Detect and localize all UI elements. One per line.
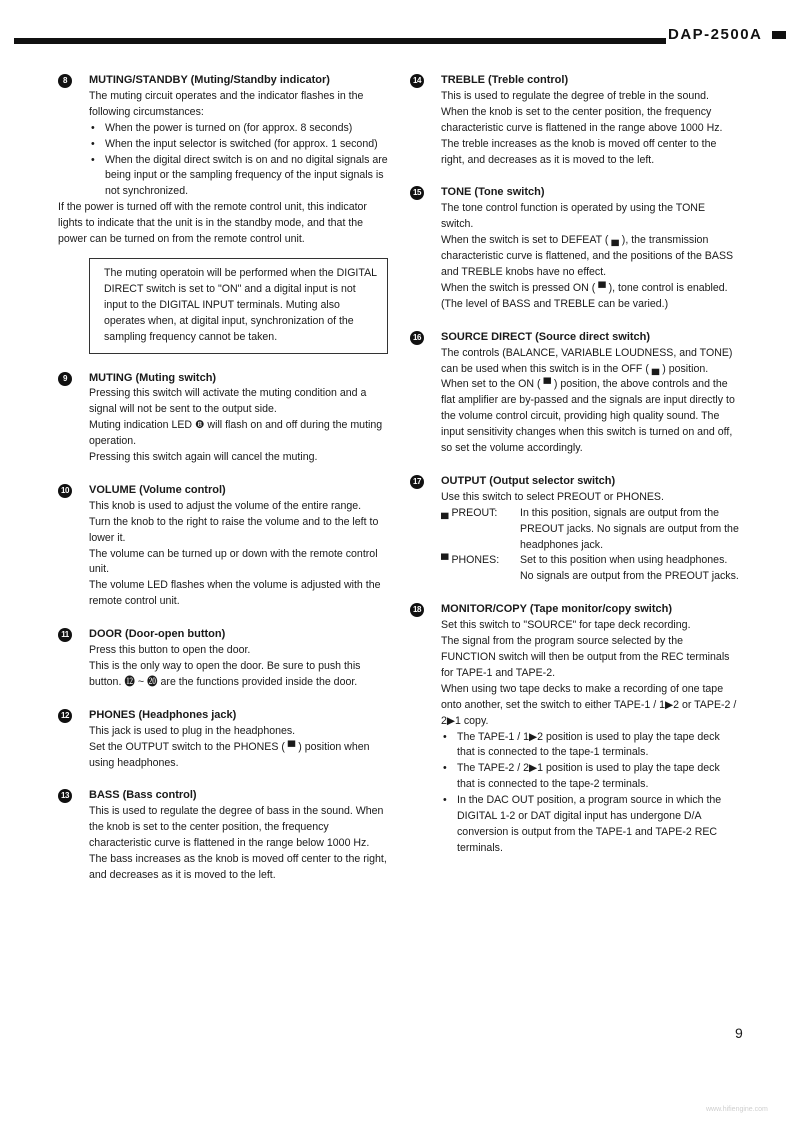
bullet-item: • In the DAC OUT position, a program source in which the DIGITAL 1-2 or DAT digital input has undergone D/A conversion is output from the TAPE-1 and TAPE-2 REC terminals.	[441, 793, 740, 857]
section-title: MUTING/STANDBY (Muting/Standby indicator)	[89, 74, 330, 86]
section-text: This is used to regulate the degree of treble in the sound.	[441, 89, 709, 102]
section-text: Muting indication LED ❽ will flash on and off during the muting operation.	[89, 419, 383, 448]
section-title: DOOR (Door-open button)	[89, 628, 226, 641]
section-text: The controls (BALANCE, VARIABLE LOUDNESS, and TONE) can be used when this switch is in the OFF ( ▄ ) position.	[441, 346, 733, 375]
section-title: TONE (Tone switch)	[441, 186, 545, 199]
section-title: MUTING (Muting switch)	[89, 371, 217, 384]
switch-position-label: ▀ PHONES:	[441, 554, 500, 567]
section-title: SOURCE DIRECT (Source direct switch)	[441, 330, 651, 343]
model-label: DAP-2500A	[668, 26, 763, 43]
page-number: 9	[735, 1025, 743, 1041]
bullet-item: • When the digital direct switch is on and no digital signals are being input or the sampling frequency of the input signals is not synchronized.	[89, 153, 388, 201]
section-text: Use this switch to select PREOUT or PHONES.	[441, 490, 664, 503]
section-number-badge: 15	[410, 186, 424, 200]
section-source-direct	[410, 330, 740, 457]
section-bass	[58, 788, 388, 883]
section-number-badge: 18	[410, 603, 424, 617]
section-volume	[58, 483, 388, 610]
left-column	[58, 73, 388, 901]
section-title: PHONES (Headphones jack)	[89, 708, 237, 721]
section-number-badge: 8	[58, 74, 72, 88]
section-text: When the knob is set to the center position, the frequency characteristic curve is flattened in the range above 1000 Hz. The treble increases as the knob is moved off center to the right, and decreases as it is moved to the left.	[441, 105, 723, 166]
section-text: The muting circuit operates and the indicator flashes in the following circumstances:	[89, 89, 364, 118]
section-number-badge: 9	[58, 372, 72, 386]
section-text: This jack is used to plug in the headphones.	[89, 724, 296, 737]
section-number-badge: 12	[58, 709, 72, 723]
section-number-badge: 14	[410, 74, 424, 88]
section-text: When the switch is set to DEFEAT ( ▄ ), the transmission characteristic curve is flattened, and the positions of the BASS and TREBLE knobs have no effect.	[441, 234, 734, 278]
switch-position-row	[441, 506, 740, 554]
section-text: Press this button to open the door.	[89, 644, 251, 657]
section-text: The signal from the program source selected by the FUNCTION switch will then be output from the REC terminals for TAPE-1 and TAPE-2.	[441, 635, 730, 679]
section-number-badge: 11	[58, 628, 72, 642]
bullet-item: • When the power is turned on (for approx. 8 seconds)	[89, 121, 388, 137]
switch-position-row	[441, 553, 740, 585]
section-text: Set the OUTPUT switch to the PHONES ( ▀ ) position when using headphones.	[89, 740, 370, 769]
section-monitor-copy	[410, 602, 740, 857]
section-text: Pressing this switch again will cancel the muting.	[89, 451, 318, 464]
section-text: When the switch is pressed ON ( ▀ ), tone control is enabled.	[441, 281, 728, 294]
section-number-badge: 10	[58, 484, 72, 498]
note-box: The muting operatoin will be performed when the DIGITAL DIRECT switch is set to "ON" and a digital input is not input to the DIGITAL INPUT terminals. Muting also operates when, at digital input, synchronization of the sampling frequency cannot be taken.	[89, 258, 388, 354]
section-title: BASS (Bass control)	[89, 789, 197, 802]
switch-position-label: ▄ PREOUT:	[441, 506, 498, 519]
section-text: The volume can be turned up or down with the remote control unit.	[89, 547, 378, 576]
bullet-item: • When the input selector is switched (for approx. 1 second)	[89, 137, 388, 153]
section-text: If the power is turned off with the remote control unit, this indicator lights to indicate that the unit is in the standby mode, and that the power can be turned on from the remote control unit.	[58, 201, 367, 246]
section-text: Pressing this switch will activate the muting condition and a signal will not be sent to the output side.	[89, 387, 367, 416]
section-output	[410, 474, 740, 585]
section-muting-standby	[58, 73, 388, 354]
section-number-badge: 16	[410, 331, 424, 345]
header-rule	[14, 38, 666, 44]
section-treble	[410, 73, 740, 168]
section-muting-switch	[58, 371, 388, 466]
section-title: VOLUME (Volume control)	[89, 483, 226, 496]
section-text: Turn the knob to the right to raise the volume and to the left to lower it.	[89, 515, 379, 544]
section-text: When set to the ON ( ▀ ) position, the above controls and the flat amplifier are by-passed and the signals are input directly to the volume control circuit, providing high quality sound. The input sensitivity changes when this switch is turned on and off, so set the volume accordingly.	[441, 378, 735, 455]
bullet-item: • The TAPE-1 / 1▶2 position is used to play the tape deck that is connected to the tape-1 terminals.	[441, 730, 740, 762]
header-rule-end	[772, 31, 786, 39]
section-text: This is used to regulate the degree of bass in the sound. When the knob is set to the center position, the frequency characteristic curve is flattened in the range below 1000 Hz. The bass increases as the knob is moved off center to the right, and decreases as it is moved to the left.	[89, 805, 387, 881]
section-number-badge: 17	[410, 475, 424, 489]
bullet-list	[441, 730, 740, 857]
bullet-item: • The TAPE-2 / 2▶1 position is used to play the tape deck that is connected to the tape-2 terminals.	[441, 761, 740, 793]
section-phones	[58, 708, 388, 772]
section-title: MONITOR/COPY (Tape monitor/copy switch)	[441, 603, 673, 616]
section-tone	[410, 185, 740, 312]
section-title: TREBLE (Treble control)	[441, 74, 569, 86]
section-text: The tone control function is operated by using the TONE switch.	[441, 202, 706, 231]
switch-position-text: In this position, signals are output from the PREOUT jacks. No signals are output from the headphones jack.	[520, 506, 739, 551]
section-text: This knob is used to adjust the volume of the entire range.	[89, 499, 362, 512]
section-text: (The level of BASS and TREBLE can be varied.)	[441, 297, 669, 310]
section-number-badge: 13	[58, 789, 72, 803]
section-text: The volume LED flashes when the volume is adjusted with the remote control unit.	[89, 579, 381, 608]
watermark: www.hifiengine.com	[706, 1106, 768, 1113]
section-title: OUTPUT (Output selector switch)	[441, 474, 616, 487]
switch-position-text: Set to this position when using headphones. No signals are output from the PREOUT jacks.	[520, 554, 739, 583]
section-text: Set this switch to "SOURCE" for tape deck recording.	[441, 619, 691, 632]
bullet-list	[89, 121, 388, 201]
section-door	[58, 627, 388, 691]
section-text: When using two tape decks to make a recording of one tape onto another, set the switch to either TAPE-1 / 1▶2 or TAPE-2 / 2▶1 copy.	[441, 682, 737, 727]
right-column	[410, 73, 740, 874]
section-text: This is the only way to open the door. Be sure to push this button. ⓬ ~ ⓴ are the functions provided inside the door.	[89, 660, 361, 688]
